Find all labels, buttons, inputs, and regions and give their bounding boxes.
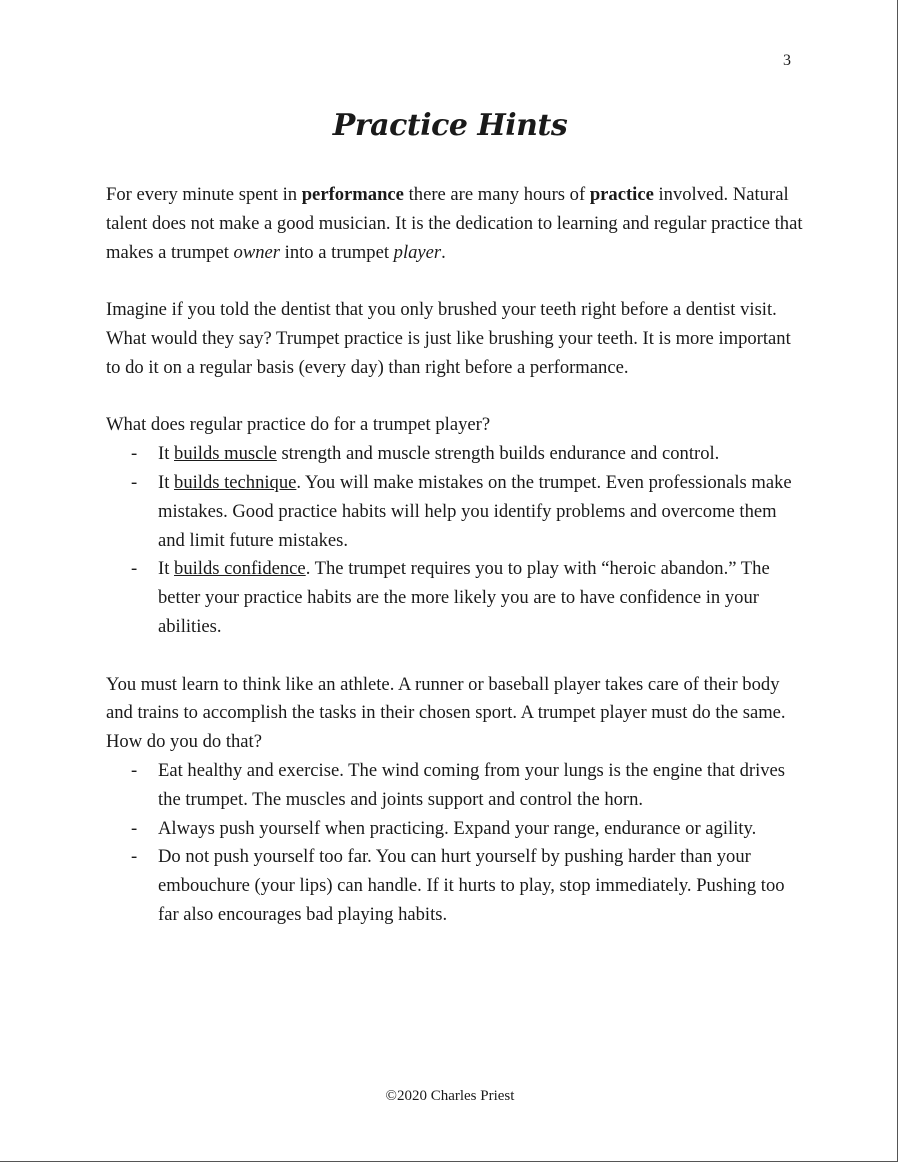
dash-bullet: -	[131, 759, 138, 781]
intro-paragraph	[106, 181, 806, 267]
list-item	[106, 757, 806, 815]
text-run: For every minute spent in	[106, 184, 302, 205]
list-item-text: Always push yourself when practicing. Expand your range, endurance or agility.	[158, 817, 757, 839]
text-run: . You will make mistakes on the trumpet. Even professionals make mistakes. Good practice habits will help you identify problems and overcome them and limit future mistakes.	[158, 471, 792, 551]
bold-word-performance: performance	[301, 184, 404, 205]
text-run: It	[158, 558, 175, 580]
text-run: It	[158, 471, 175, 493]
text-run: involved. Natural talent does not make a good musician. It is the dedication to learning and regular practice that makes a trumpet	[106, 184, 803, 263]
list-item	[106, 469, 806, 555]
page-number: 3	[783, 52, 791, 69]
list-item	[106, 440, 806, 469]
list-item-text: Eat healthy and exercise. The wind coming from your lungs is the engine that drives the trumpet. The muscles and joints support and control the horn.	[158, 759, 786, 810]
page-title: Practice Hints	[332, 108, 568, 143]
list-item	[106, 815, 806, 844]
text-run: strength and muscle strength builds endurance and control.	[276, 443, 720, 465]
dash-bullet: -	[131, 846, 138, 868]
underlined-phrase: builds muscle	[174, 443, 277, 465]
dentist-paragraph: Imagine if you told the dentist that you only brushed your teeth right before a dentist visit. What would they say? Trumpet practice is just like brushing your teeth. It is more important to do it on a regular basis (every day) than right before a performance.	[106, 299, 791, 378]
dash-bullet: -	[131, 443, 138, 465]
athlete-tips-list	[106, 757, 806, 930]
dash-bullet: -	[131, 558, 138, 580]
list-item	[106, 843, 806, 929]
dash-bullet: -	[131, 817, 138, 839]
italic-word-player: player	[393, 241, 442, 263]
dash-bullet: -	[131, 471, 138, 493]
body-content	[106, 181, 806, 959]
bold-word-practice: practice	[589, 184, 654, 205]
underlined-phrase: builds confidence	[174, 558, 306, 580]
athlete-paragraph: You must learn to think like an athlete. A runner or baseball player takes care of their body and trains to accomplish the tasks in their chosen sport. A trumpet player must do the same. How do you do that?	[106, 673, 786, 753]
text-run: It	[158, 443, 175, 465]
underlined-phrase: builds technique	[174, 471, 297, 493]
italic-word-owner: owner	[233, 241, 281, 263]
text-run: . The trumpet requires you to play with “heroic abandon.” The better your practice habits are the more likely you are to have confidence in your abilities.	[158, 558, 770, 637]
list-item	[106, 555, 806, 641]
text-run: there are many hours of	[403, 184, 590, 205]
copyright-footer: ©2020 Charles Priest	[385, 1088, 515, 1104]
list-item-text: Do not push yourself too far. You can hurt yourself by pushing harder than your embouchure (your lips) can handle. If it hurts to play, stop immediately. Pushing too far also encourages bad playing habits.	[158, 846, 785, 925]
practice-benefits-list	[106, 440, 806, 642]
practice-question: What does regular practice do for a trumpet player?	[106, 414, 491, 436]
text-run: .	[441, 241, 446, 263]
text-run: into a trumpet	[280, 241, 394, 263]
